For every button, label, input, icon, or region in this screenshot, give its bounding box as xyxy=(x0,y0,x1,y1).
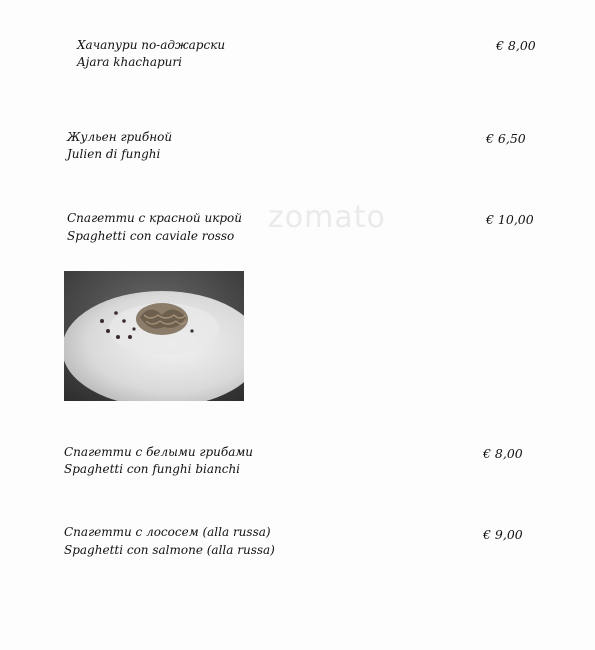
dish-name-it: Spaghetti con funghi bianchi xyxy=(64,462,241,476)
dish-name-ru: Жульен грибной xyxy=(67,130,173,144)
dish-price: € 8,00 xyxy=(483,446,523,461)
spaghetti-plate-image xyxy=(64,271,244,401)
dish-name-ru: Спагетти с белыми грибами xyxy=(64,445,254,459)
dish-photo xyxy=(64,271,244,401)
dish-price: € 6,50 xyxy=(486,131,526,146)
dish-name-ru: Спагетти с лососем (alla russa) xyxy=(64,525,271,539)
dish-price: € 8,00 xyxy=(496,38,536,53)
watermark: zomato xyxy=(268,200,386,235)
dish-price: € 10,00 xyxy=(486,212,534,227)
dish-name-it: Spaghetti con salmone (alla russa) xyxy=(64,543,275,557)
dish-name-ru: Спагетти с красной икрой xyxy=(67,211,242,225)
dish-name-it: Spaghetti con caviale rosso xyxy=(67,229,235,243)
dish-price: € 9,00 xyxy=(483,527,523,542)
dish-name-it: Ajara khachapuri xyxy=(77,55,182,69)
dish-name-it: Julien di funghi xyxy=(67,147,161,161)
dish-name-ru: Хачапури по-аджарски xyxy=(77,38,226,52)
